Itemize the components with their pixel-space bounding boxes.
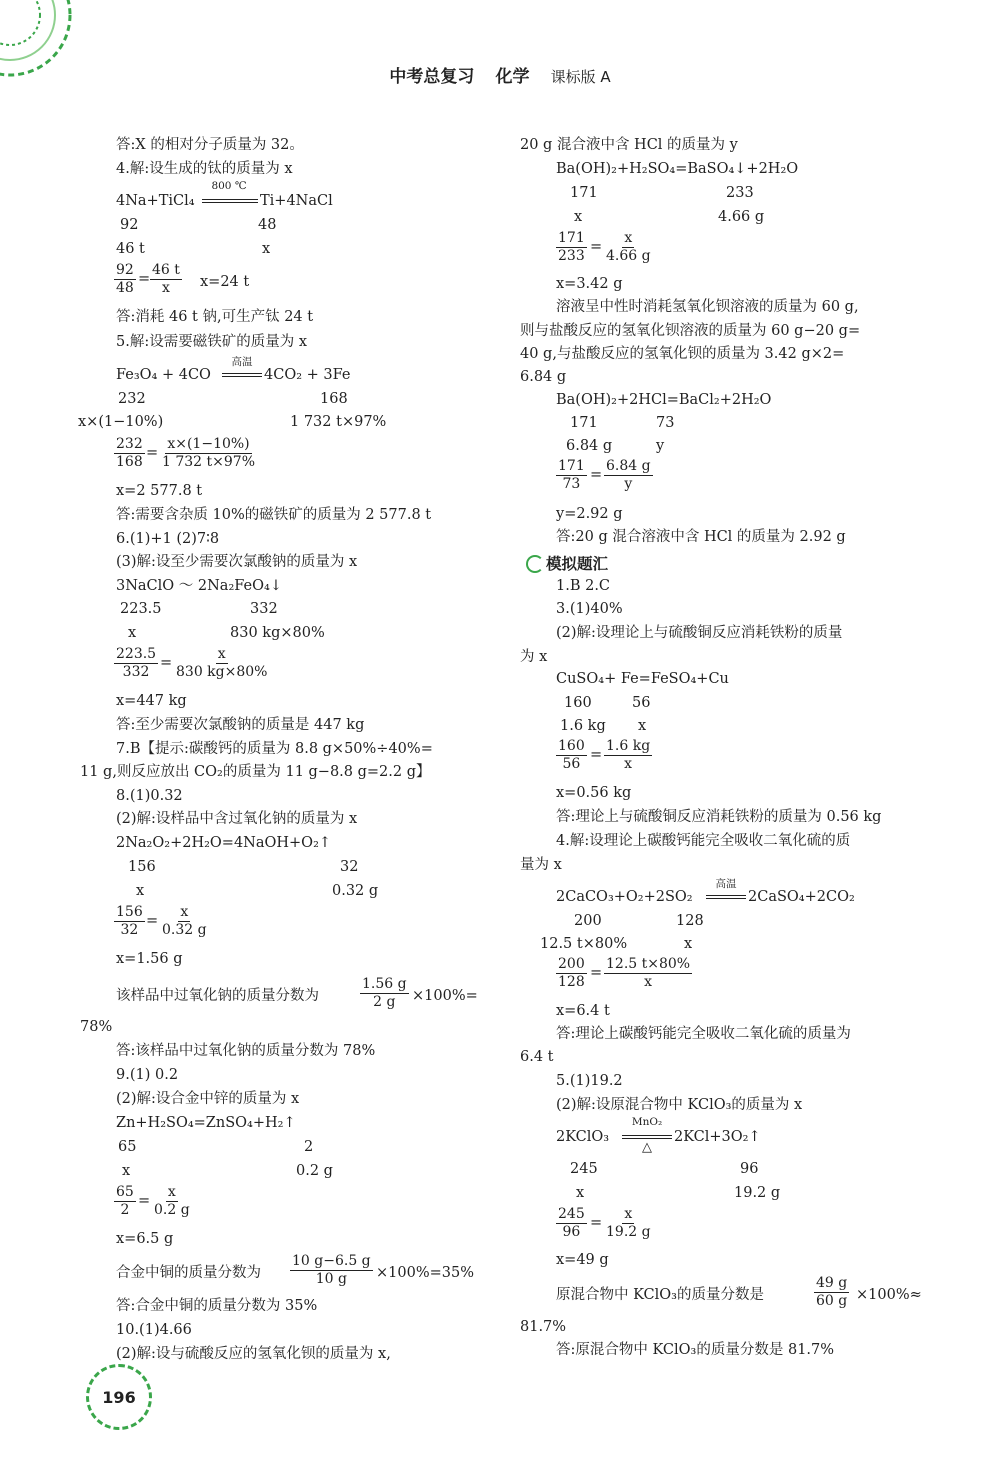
- denominator: 48: [116, 280, 134, 296]
- result: x=2 577.8 t: [116, 483, 203, 499]
- fraction: [360, 976, 409, 1011]
- equals: =: [138, 1193, 151, 1209]
- header-edition: 课标版 A: [550, 68, 611, 86]
- molar-mass: 160: [564, 695, 592, 711]
- numerator: 160: [558, 738, 585, 754]
- molar-mass: 96: [740, 1161, 759, 1177]
- denominator: 32: [120, 922, 139, 938]
- denominator: 10 g: [315, 1271, 347, 1287]
- molar-mass: 2: [304, 1139, 314, 1155]
- equals: =: [138, 271, 151, 287]
- equation: 2Na₂O₂+2H₂O=4NaOH+O₂↑: [116, 835, 332, 851]
- text-line: 该样品中过氧化钠的质量分数为: [116, 988, 319, 1004]
- numerator: 232: [116, 436, 143, 452]
- quantity: y: [656, 438, 665, 454]
- text-line: 78%: [80, 1019, 113, 1035]
- equation-right: 2KCl+3O₂↑: [674, 1129, 761, 1145]
- text-line: 40 g,与盐酸反应的氢氧化钡的质量为 3.42 g×2=: [520, 346, 845, 362]
- molar-mass: 171: [570, 185, 598, 201]
- equation-left: Fe₃O₄ + 4CO: [116, 367, 211, 383]
- numerator: 6.84 g: [606, 458, 651, 474]
- equals: =: [146, 445, 159, 461]
- quantity: x: [574, 209, 583, 225]
- equals-sign: [202, 199, 258, 203]
- text-line: 20 g 混合液中含 HCl 的质量为 y: [520, 137, 738, 153]
- denominator: x: [624, 756, 633, 772]
- result: x=6.4 t: [556, 1003, 610, 1019]
- denominator: 233: [558, 248, 585, 264]
- numerator: x×(1−10%): [167, 436, 250, 452]
- numerator: x: [624, 230, 633, 246]
- numerator: x: [180, 904, 189, 920]
- quantity: x: [128, 625, 137, 641]
- fraction: [604, 458, 653, 493]
- denominator: 56: [562, 756, 581, 772]
- fraction: [814, 1275, 849, 1310]
- quantity: 19.2 g: [734, 1185, 781, 1201]
- question-10: 10.(1)4.66: [116, 1322, 192, 1338]
- molar-mass: 73: [656, 415, 675, 431]
- quantity: 1 732 t×97%: [290, 414, 387, 430]
- quantity: 12.5 t×80%: [540, 936, 628, 952]
- answer: 答:理论上与硫酸铜反应消耗铁粉的质量为 0.56 kg: [556, 809, 882, 825]
- text-line: 量为 x: [520, 857, 562, 873]
- denominator: 332: [122, 664, 150, 680]
- equation: 3NaClO ～ 2Na₂FeO₄↓: [116, 578, 282, 594]
- text-line: 合金中铜的质量分数为: [116, 1265, 261, 1281]
- equation-right: Ti+4NaCl: [260, 193, 333, 209]
- numerator: 171: [558, 458, 585, 474]
- quantity: 1.6 kg: [560, 718, 606, 734]
- quantity: x: [262, 241, 271, 257]
- answer: 答:至少需要次氯酸钠的质量是 447 kg: [116, 717, 365, 733]
- answer: 答:理论上碳酸钙能完全吸收二氧化硫的质量为: [556, 1026, 851, 1042]
- fraction: [290, 1253, 373, 1288]
- numerator: 65: [116, 1184, 134, 1200]
- molar-mass: 245: [570, 1161, 598, 1177]
- fraction: [174, 646, 269, 681]
- fraction: [160, 436, 257, 471]
- result: y=2.92 g: [556, 506, 623, 522]
- fraction: [114, 262, 136, 297]
- page-number-badge: [86, 1364, 152, 1430]
- section-icon: [526, 555, 544, 573]
- question-4: 4.解:设生成的钛的质量为 x: [116, 161, 293, 177]
- fraction: [114, 646, 158, 681]
- equals: =: [590, 239, 603, 255]
- text-line: 6.84 g: [520, 369, 567, 385]
- fraction: [604, 230, 653, 265]
- equation: CuSO₄+ Fe=FeSO₄+Cu: [556, 671, 729, 687]
- equals: =: [590, 1215, 603, 1231]
- question-9: 9.(1) 0.2: [116, 1067, 179, 1083]
- equation-right: 4CO₂ + 3Fe: [264, 367, 351, 383]
- molar-mass: 168: [320, 391, 348, 407]
- section-title: 模拟题汇: [546, 555, 609, 573]
- numerator: 1.56 g: [362, 976, 407, 992]
- molar-mass: 32: [340, 859, 359, 875]
- molar-mass: 128: [676, 913, 704, 929]
- fraction: [556, 458, 587, 493]
- quantity: x: [638, 718, 647, 734]
- equals-sign: [706, 895, 746, 899]
- fraction: [556, 1206, 587, 1241]
- quantity: 0.2 g: [296, 1163, 333, 1179]
- text-line: ×100%=35%: [376, 1265, 474, 1281]
- numerator: 92: [116, 262, 134, 278]
- equation: Zn+H₂SO₄=ZnSO₄+H₂↑: [116, 1115, 296, 1131]
- equation: Ba(OH)₂+H₂SO₄=BaSO₄↓+2H₂O: [556, 161, 799, 177]
- answer: 答:合金中铜的质量分数为 35%: [116, 1298, 318, 1314]
- quantity: x: [684, 936, 693, 952]
- equation-left: 2KClO₃: [556, 1129, 610, 1145]
- text-line: (2)解:设样品中含过氧化钠的质量为 x: [116, 811, 358, 827]
- molar-mass: 92: [120, 217, 139, 233]
- molar-mass: 223.5: [120, 601, 162, 617]
- text-line: 溶液呈中性时消耗氢氧化钡溶液的质量为 60 g,: [556, 299, 859, 315]
- denominator: 19.2 g: [606, 1224, 651, 1240]
- equals: =: [590, 965, 603, 981]
- denominator: y: [624, 476, 633, 492]
- text-line: 为 x: [520, 649, 548, 665]
- fraction: [152, 1184, 192, 1219]
- text-line: ×100%≈: [856, 1287, 922, 1303]
- equals: =: [146, 913, 159, 929]
- answer: 答:消耗 46 t 钠,可生产钛 24 t: [116, 309, 314, 325]
- question-3: 3.(1)40%: [556, 601, 623, 617]
- denominator: 4.66 g: [606, 248, 651, 264]
- result: x=6.5 g: [116, 1231, 174, 1247]
- equals-sign: [222, 373, 262, 377]
- quantity: 830 kg×80%: [230, 625, 325, 641]
- question-4: 4.解:设理论上碳酸钙能完全吸收二氧化硫的质: [556, 833, 851, 849]
- fraction: [114, 1184, 136, 1219]
- result: x=49 g: [556, 1252, 609, 1268]
- equals-sign: [622, 1135, 672, 1139]
- numerator: 156: [116, 904, 143, 920]
- fraction: [114, 904, 145, 939]
- text-line: 则与盐酸反应的氢氧化钡溶液的质量为 60 g−20 g=: [520, 323, 861, 339]
- molar-mass: 232: [118, 391, 146, 407]
- result: x=447 kg: [116, 693, 187, 709]
- answer: 6.4 t: [520, 1049, 554, 1065]
- page-header: [0, 62, 1000, 87]
- fraction: [114, 436, 145, 471]
- text-line: 81.7%: [520, 1319, 567, 1335]
- text-line: 原混合物中 KClO₃的质量分数是: [556, 1287, 764, 1303]
- page-number: 196: [102, 1387, 136, 1407]
- result: x=24 t: [200, 274, 250, 290]
- answer: 答:原混合物中 KClO₃的质量分数是 81.7%: [556, 1342, 835, 1358]
- denominator: 2: [120, 1202, 130, 1218]
- denominator: 1 732 t×97%: [162, 454, 256, 470]
- numerator: 10 g−6.5 g: [292, 1253, 371, 1269]
- numerator: x: [624, 1206, 633, 1222]
- answer: 答:20 g 混合溶液中含 HCl 的质量为 2.92 g: [556, 529, 846, 545]
- question-5: 5.(1)19.2: [556, 1073, 623, 1089]
- equation-right: 2CaSO₄+2CO₂: [748, 889, 855, 905]
- fraction: [556, 738, 587, 773]
- text-line: (2)解:设原混合物中 KClO₃的质量为 x: [556, 1097, 803, 1113]
- molar-mass: 171: [570, 415, 598, 431]
- molar-mass: 56: [632, 695, 651, 711]
- numerator: 200: [558, 956, 585, 972]
- fraction: [556, 230, 587, 265]
- denominator: x: [644, 974, 652, 990]
- result: x=1.56 g: [116, 951, 183, 967]
- numerator: 46 t: [152, 262, 180, 278]
- fraction: [604, 956, 692, 991]
- numerator: 245: [558, 1206, 585, 1222]
- numerator: 49 g: [816, 1275, 848, 1291]
- molar-mass: 233: [726, 185, 754, 201]
- header-title: 中考总复习: [389, 67, 475, 87]
- numerator: 223.5: [116, 646, 157, 662]
- text-line: (3)解:设至少需要次氯酸钠的质量为 x: [116, 554, 358, 570]
- reaction-catalyst: MnO₂: [631, 1116, 663, 1128]
- fraction: [604, 738, 652, 773]
- equals: =: [590, 747, 603, 763]
- text-line: 答:X 的相对分子质量为 32。: [116, 137, 304, 153]
- quantity: x×(1−10%): [78, 414, 164, 430]
- numerator: 171: [558, 230, 585, 246]
- quantity: x: [576, 1185, 585, 1201]
- numerator: x: [217, 646, 226, 662]
- reaction-condition: 高温: [715, 878, 737, 890]
- molar-mass: 156: [128, 859, 156, 875]
- denominator: 60 g: [816, 1293, 848, 1309]
- text-line: 11 g,则反应放出 CO₂的质量为 11 g−8.8 g=2.2 g】: [80, 764, 431, 780]
- quantity: x: [122, 1163, 131, 1179]
- result: x=0.56 kg: [556, 785, 632, 801]
- question-8: 8.(1)0.32: [116, 788, 183, 804]
- numerator: x: [167, 1184, 176, 1200]
- text-line: (2)解:设合金中锌的质量为 x: [116, 1091, 300, 1107]
- quantity: 0.32 g: [332, 883, 379, 899]
- molar-mass: 48: [258, 217, 277, 233]
- equals: =: [590, 467, 603, 483]
- denominator: 0.32 g: [162, 922, 207, 938]
- reaction-condition: 800 ℃: [211, 180, 247, 192]
- heating-symbol: △: [642, 1140, 652, 1155]
- question-6: 6.(1)+1 (2)7∶8: [116, 531, 220, 547]
- denominator: 73: [562, 476, 581, 492]
- text-line: (2)解:设理论上与硫酸铜反应消耗铁粉的质量: [556, 625, 843, 641]
- answer: 答:需要含杂质 10%的磁铁矿的质量为 2 577.8 t: [116, 507, 432, 523]
- answer: 答:该样品中过氧化钠的质量分数为 78%: [116, 1043, 376, 1059]
- denominator: 2 g: [373, 994, 396, 1010]
- question-5: 5.解:设需要磁铁矿的质量为 x: [116, 334, 308, 350]
- numerator: 12.5 t×80%: [606, 956, 691, 972]
- header-subject: 化学: [495, 67, 530, 87]
- equals: =: [160, 655, 173, 671]
- denominator: x: [161, 280, 170, 296]
- molar-mass: 65: [118, 1139, 137, 1155]
- denominator: 168: [116, 454, 143, 470]
- equation-left: 4Na+TiCl₄: [116, 193, 195, 209]
- fraction: [604, 1206, 653, 1241]
- equation-left: 2CaCO₃+O₂+2SO₂: [556, 889, 693, 905]
- text-line: (2)解:设与硫酸反应的氢氧化钡的质量为 x,: [116, 1346, 391, 1362]
- equation: Ba(OH)₂+2HCl=BaCl₂+2H₂O: [556, 392, 772, 408]
- fraction: [150, 262, 182, 297]
- molar-mass: 200: [574, 913, 602, 929]
- text-line: ×100%=: [412, 988, 478, 1004]
- quantity: x: [136, 883, 145, 899]
- denominator: 96: [562, 1224, 581, 1240]
- molar-mass: 332: [250, 601, 278, 617]
- fraction: [160, 904, 209, 939]
- question-7: 7.B【提示:碳酸钙的质量为 8.8 g×50%÷40%=: [116, 741, 433, 757]
- numerator: 1.6 kg: [606, 738, 651, 754]
- quantity: 46 t: [116, 241, 145, 257]
- question-1-2: 1.B 2.C: [556, 578, 611, 594]
- result: x=3.42 g: [556, 276, 623, 292]
- quantity: 4.66 g: [718, 209, 765, 225]
- reaction-condition: 高温: [231, 356, 253, 368]
- denominator: 0.2 g: [154, 1202, 190, 1218]
- quantity: 6.84 g: [566, 438, 613, 454]
- denominator: 128: [558, 974, 585, 990]
- denominator: 830 kg×80%: [176, 664, 268, 680]
- fraction: [556, 956, 587, 991]
